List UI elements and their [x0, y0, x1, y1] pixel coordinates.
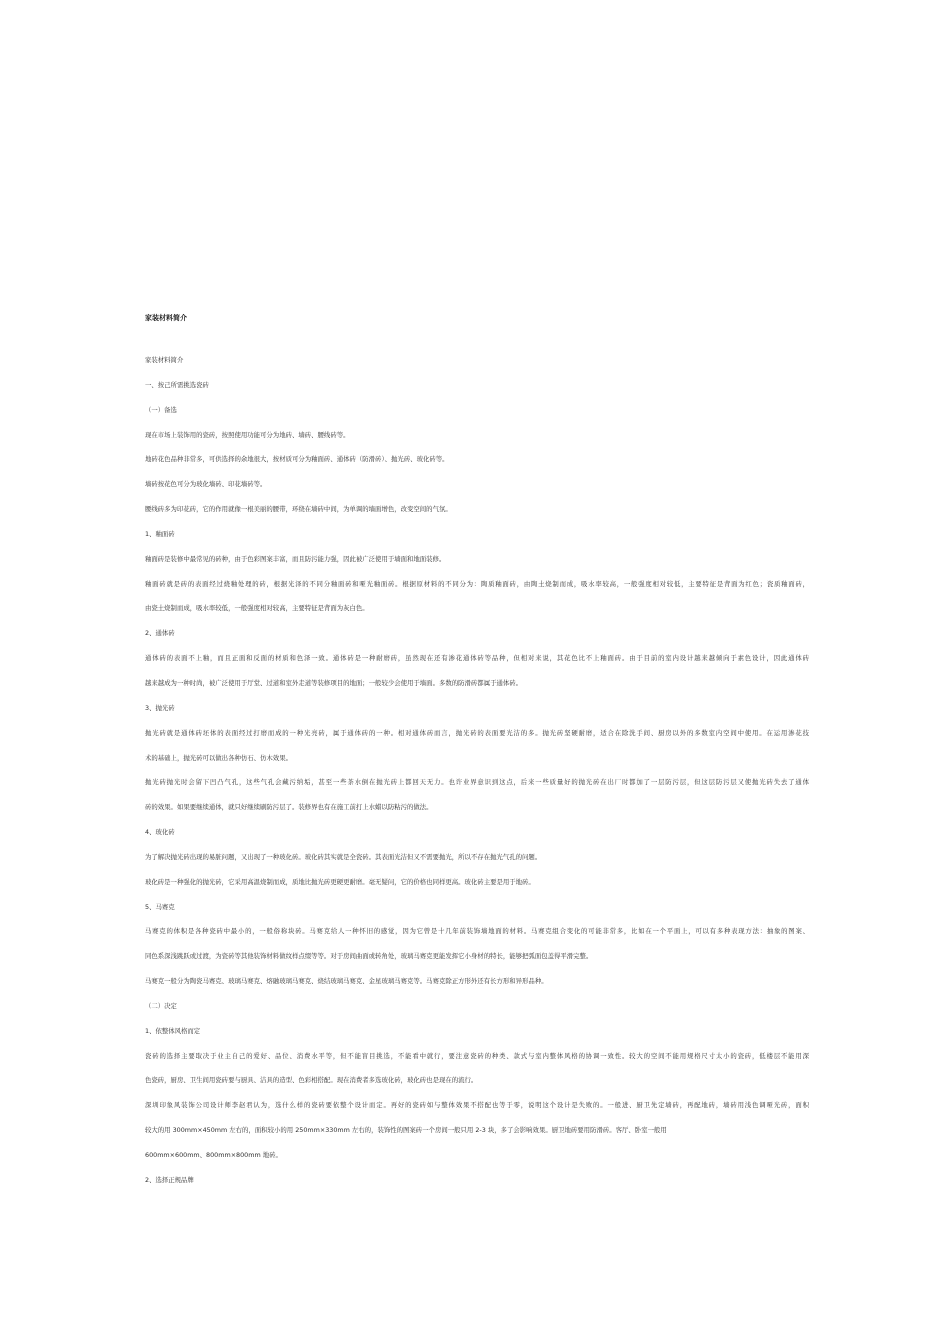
paragraph-line: 地砖花色品种非常多，可供选择的余地很大，按材质可分为釉面砖、通体砖（防滑砖）、抛光砖、玻化砖等。 — [145, 455, 449, 464]
paragraph-line: 术的基础上，抛光砖可以做出各种仿石、仿木效果。 — [145, 753, 292, 762]
paragraph-line: 腰线砖多为印花砖，它的作用就像一根美丽的腰带，环绕在墙砖中间，为单调的墙面增色，改变空间的气氛。 — [145, 505, 452, 514]
paragraph-line: 深圳印象风装饰公司设计师李赵君认为，选什么样的瓷砖要依整个设计而定。再好的瓷砖如与整体效果不搭配也等于零，说明这个设计是失败的。一般进、厨卫先定墙砖，再配地砖，墙砖用浅色调哑光砖，面积 — [145, 1101, 809, 1110]
document-title: 家装材料简介 — [145, 314, 187, 322]
paragraph-line: 5、马赛克 — [145, 902, 175, 911]
paragraph-line: 由瓷土烧制而成，吸水率较低，一般强度相对较高，主要特征是背面为灰白色。 — [145, 604, 369, 613]
paragraph-line: （一）备选 — [145, 405, 177, 414]
paragraph-line: 3、抛光砖 — [145, 703, 175, 712]
paragraph-line: 色瓷砖，厨房、卫生间用瓷砖要与厨具、洁具的造型、色彩相搭配。现在消费者多选玻化砖，玻化砖也是现在的流行。 — [145, 1076, 478, 1085]
paragraph-line: 墙砖按花色可分为玻化墙砖、印花墙砖等。 — [145, 480, 267, 489]
paragraph-line: 4、玻化砖 — [145, 828, 175, 837]
paragraph-line: 釉面砖就是砖的表面经过烧釉处理的砖，根据光泽的不同分釉面砖和哑光釉面砖。根据原材料的不同分为：陶质釉面砖，由陶土烧制而成，吸水率较高，一般强度相对较低，主要特征是背面为红色；瓷质釉面砖， — [145, 579, 809, 588]
paragraph-line: 通体砖的表面不上釉，而且正面和反面的材质和色泽一致。通体砖是一种耐磨砖，虽然现在还有渗花通体砖等品种，但相对来说，其花色比不上釉面砖。由于目前的室内设计越来越倾向于素色设计，因此通体砖 — [145, 654, 809, 663]
paragraph-line: 同色系深浅跳跃或过渡，为瓷砖等其他装饰材料做纹样点缀等等。对于房间曲面或转角处，玻璃马赛克更能发挥它小身材的特长，能够把弧面包盖得平滑完整。 — [145, 952, 593, 961]
paragraph-line: 为了解决抛光砖出现的易脏问题，又出现了一种玻化砖。玻化砖其实就是全瓷砖。其表面光洁但又不需要抛光，所以不存在抛光气孔的问题。 — [145, 852, 542, 861]
paragraph-line: 玻化砖是一种强化的抛光砖，它采用高温烧制而成，质地比抛光砖更硬更耐磨。毫无疑问，它的价格也同样更高。玻化砖主要是用于地砖。 — [145, 877, 535, 886]
paragraph-line: 2、选择正规品牌 — [145, 1175, 194, 1184]
paragraph-line: 1、依整体风格而定 — [145, 1026, 201, 1035]
document-body — [145, 313, 809, 1200]
paragraph-line: 1、釉面砖 — [145, 529, 175, 538]
paragraph-line: 家装材料简介 — [145, 356, 184, 364]
paragraph-line: 砖的效果。如果要继续通体，就只好继续刷防污层了。装修界也有在施工前打上水蜡以防粘污的做法。 — [145, 803, 433, 812]
document-paragraphs — [145, 355, 809, 1185]
paragraph-line: 较大的用 300mm×450mm 左右的，面积较小的用 250mm×330mm 左右的，装饰性的图案砖一个房间一般只用 2-3 块，多了会影响效果。厨卫地砖要用防滑砖。客厅、卧室一般用 — [145, 1126, 667, 1135]
paragraph-line: 越来越成为一种时尚，被广泛使用于厅堂、过道和室外走道等装修项目的地面；一般较少会使用于墙面。多数的防滑砖都属于通体砖。 — [145, 678, 523, 687]
paragraph-line: 釉面砖是装修中最常见的砖种，由于色彩图案丰富，而且防污能力强，因此被广泛使用于墙面和地面装修。 — [145, 554, 446, 563]
paragraph-line: （二）决定 — [145, 1001, 177, 1010]
paragraph-line: 2、通体砖 — [145, 629, 175, 638]
paragraph-line: 马赛克一般分为陶瓷马赛克、玻璃马赛克、熔融玻璃马赛克、烧结玻璃马赛克、金星玻璃马赛克等。马赛克除正方形外还有长方形和异形品种。 — [145, 977, 548, 986]
paragraph-line: 马赛克的体积是各种瓷砖中最小的，一般俗称块砖。马赛克给人一种怀旧的感觉，因为它曾是十几年前装饰墙地面的材料。马赛克组合变化的可能非常多，比如在一个平面上，可以有多种表现方法：抽象的图案、 — [145, 927, 809, 936]
paragraph-line: 抛光砖抛光时会留下凹凸气孔，这些气孔会藏污纳垢，甚至一些茶水倒在抛光砖上都回天无力。也许业界意识到这点，后来一些质量好的抛光砖在出厂时都加了一层防污层，但这层防污层又使抛光砖失去了通体 — [145, 778, 809, 787]
paragraph-line: 现在市场上装饰用的瓷砖，按照使用功能可分为地砖、墙砖、腰线砖等。 — [145, 430, 350, 439]
paragraph-line: 600mm×600mm、800mm×800mm 地砖。 — [145, 1151, 282, 1159]
paragraph-line: 抛光砖就是通体砖坯体的表面经过打磨而成的一种光亮砖，属于通体砖的一种。相对通体砖而言，抛光砖的表面要光洁的多。抛光砖坚硬耐磨，适合在除洗手间、厨房以外的多数室内空间中使用。在运用渗花技 — [145, 728, 809, 737]
paragraph-line: 一、按己所需挑选瓷砖 — [145, 380, 209, 389]
paragraph-line: 瓷砖的选择主要取决于业主自己的爱好、品位、消费水平等，但不能盲目挑选，不能看中就行，要注意瓷砖的种类、款式与室内整体风格的协调一致性。较大的空间不能用规格尺寸太小的瓷砖，低楼层不能用深 — [145, 1051, 809, 1060]
